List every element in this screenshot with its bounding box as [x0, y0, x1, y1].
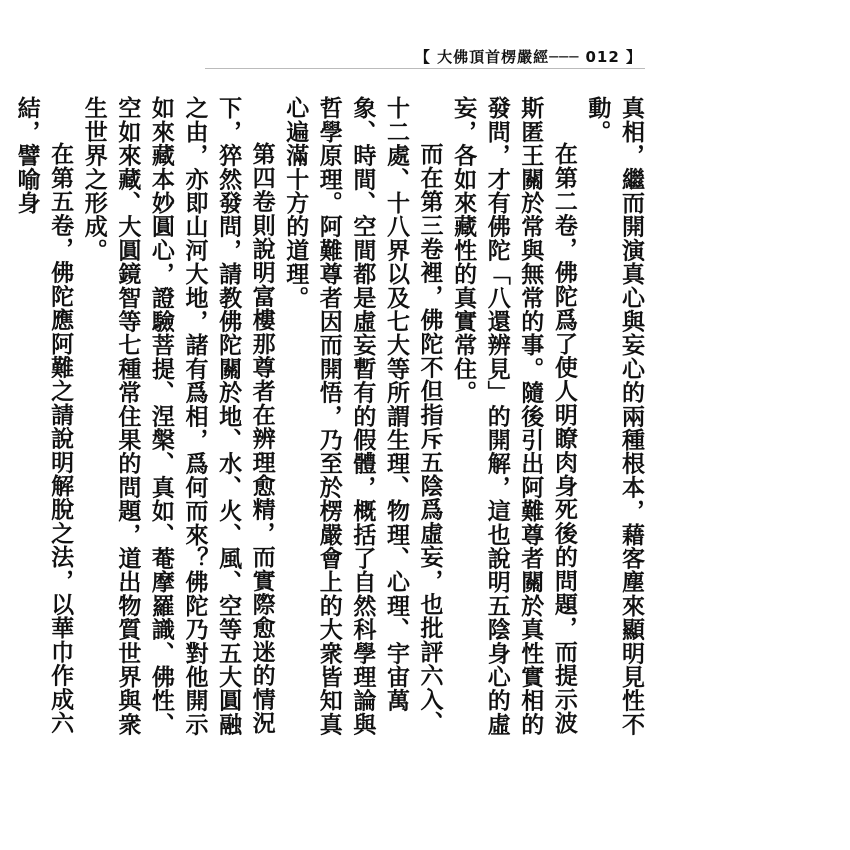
- running-header: 【 大佛頂首楞嚴經─── 012 】: [414, 48, 642, 66]
- paragraph-3: 而在第三卷裡，佛陀不但指斥五陰爲虛妄，也批評六入、十二處、十八界以及七大等所謂生理、物理、心理、宇宙萬象、時間、空間都是虛妄暫有的假體，概括了自然科學理論與哲學原理。阿難尊者因而開悟，乃至於楞嚴會上的大衆皆知真心遍滿十方的道理。: [282, 96, 444, 736]
- header-divider: [205, 68, 645, 69]
- paragraph-4: 第四卷則說明富樓那尊者在辨理愈精，而實際愈迷的情況下，猝然發問，請教佛陀關於地、水、火、風、空等五大圓融之由，亦即山河大地，諸有爲相，爲何而來？佛陀乃對他開示如來藏本妙圓心，證驗菩提、涅槃、真如、菴摩羅識、佛性、空如來藏、大圓鏡智等七種常住果的問題，道出物質世界與衆生世界之形成。: [80, 96, 276, 736]
- body-text: [10, 96, 648, 756]
- paragraph-5: 在第五卷，佛陀應阿難之請說明解脫之法，以華巾作成六結，譬喻身: [13, 96, 75, 735]
- paragraph-2: 在第二卷，佛陀爲了使人明瞭肉身死後的問題，而提示波斯匿王關於常與無常的事。隨後引出阿難尊者關於真性實相的發問，才有佛陀「八還辨見」的開解，這也說明五陰身心的虛妄，各如來藏性的真實常住。: [450, 96, 578, 736]
- paragraph-1: 真相，繼而開演真心與妄心的兩種根本，藉客塵來顯明見性不動。: [584, 96, 645, 736]
